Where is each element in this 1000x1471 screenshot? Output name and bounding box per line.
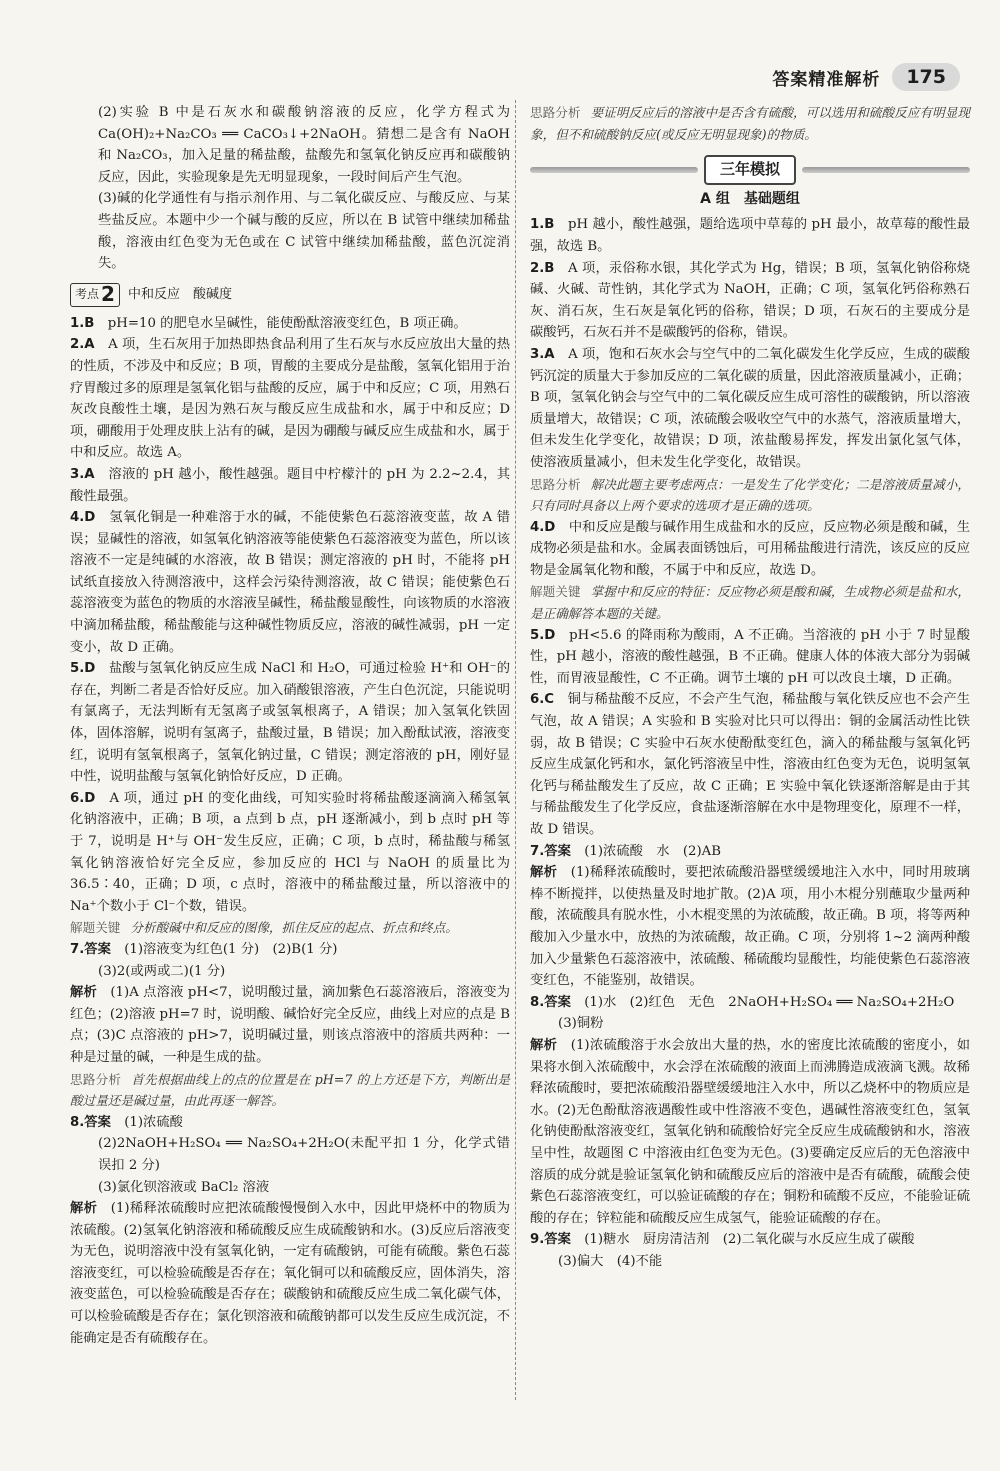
item-number: 1.B xyxy=(70,315,95,331)
tip-note xyxy=(70,1069,510,1112)
answer-item xyxy=(70,658,510,788)
item-text: A 项，生石灰用于加热即热食品利用了生石灰与水反应放出大量的热的性质，不涉及中和反应；B 项，胃酸的主要成分是盐酸，氢氧化铝用于治疗胃酸过多的原理是氢氧化铝与盐酸的反应，属于中和反应；C 项，用熟石灰改良酸性土壤，是因为熟石灰与酸反应生成盐和水，属于中和反应；D 项，硼酸用于处理皮肤上沾有的碱，是因为硼酸与碱反应生成盐和水，属于中和反应。故选 A。 xyxy=(70,337,510,461)
answer-item xyxy=(530,258,970,344)
item-text: A 项，饱和石灰水会与空气中的二氧化碳发生化学反应，生成的碳酸钙沉淀的质量大于参加反应的二氧化碳的质量，因此溶液质量减小，正确；B 项，氢氧化钠会与空气中的二氧化碳反应生成可溶性的碳酸钠，所以溶液质量增大，故错误；C 项，浓硫酸会吸收空气中的水蒸气，溶液质量增大，但未发生化学变化，故错误；D 项，浓盐酸易挥发，挥发出氯化氢气体，使溶液质量减小，但未发生化学变化，故错误。 xyxy=(530,346,970,470)
header-title: 答案精准解析 xyxy=(772,69,881,90)
kaodian-label: 考点 xyxy=(75,286,100,301)
banner-bar-right xyxy=(802,167,970,173)
item-text: A 项，通过 pH 的变化曲线，可知实验时将稀盐酸逐滴滴入稀氢氧化钠溶液中，正确；B 项，a 点到 b 点，pH 逐渐减小，到 b 点时 pH 等于 7，说明是 H⁺与 OH⁻发生反应，正确；C 项，b 点时，稀盐酸与稀氢氧化钠溶液恰好完全反应，参加反应的 HCl 与 NaOH 的质量比为 36.5∶40，正确；D 项，c 点时，溶液中的稀盐酸过量，所以溶液中的 Na⁺个数小于 Cl⁻个数，错误。 xyxy=(70,790,511,914)
paragraph: (3)氯化钡溶液或 BaCl₂ 溶液 xyxy=(98,1179,270,1195)
answer-item xyxy=(530,1035,970,1229)
item-text: (1)糖水 厨房清洁剂 (2)二氧化碳与水反应生成了碳酸 xyxy=(584,1232,915,1248)
item-text: (1)稀释浓硫酸时应把浓硫酸慢慢倒入水中，因此甲烧杯中的物质为浓硫酸。(2)氢氧化钠溶液和稀硫酸反应生成硫酸钠和水。(3)反应后溶液变为无色，说明溶液中没有氢氧化钠，一定有硫酸钠，可能有硫酸。紫色石蕊溶液变红，可以检验硫酸是否存在；氧化铜可以和硫酸反应，固体消失，溶液变蓝色，可以检验硫酸是否存在；碳酸钠和硫酸反应生成二氧化碳气体，可以检验硫酸是否存在；氯化钡溶液和硫酸钠都可以发生反应生成沉淀，不能确定是否有硫酸存在。 xyxy=(70,1201,510,1346)
tip-text: 要证明反应后的溶液中是否含有硫酸，可以选用和硫酸反应有明显现象，但不和硫酸钠反应(或反应无明显现象)的物质。 xyxy=(530,105,971,142)
item-number: 3.A xyxy=(530,346,555,362)
tip-text: 首先根据曲线上的点的位置是在 pH=7 的上方还是下方，判断出是酸过量还是碱过量，由此再逐一解答。 xyxy=(70,1071,511,1109)
tip-text: 掌握中和反应的特征：反应物必须是酸和碱，生成物必须是盐和水，是正确解答本题的关键。 xyxy=(530,584,971,622)
item-number: 2.A xyxy=(70,337,95,353)
answer-item xyxy=(70,1198,510,1349)
answer-item xyxy=(530,992,970,1014)
paragraph: (3)铜粉 xyxy=(558,1016,604,1032)
item-number: 4.D xyxy=(530,519,556,535)
page-header xyxy=(772,60,960,94)
answer-item xyxy=(530,689,970,840)
answer-item xyxy=(70,313,510,335)
tip-note xyxy=(530,102,970,145)
tip-label: 解题关键 xyxy=(70,920,121,936)
answer-item xyxy=(530,517,970,582)
item-number: 解析 xyxy=(70,1201,98,1217)
answer-item xyxy=(70,334,510,464)
paragraph: (2)实验 B 中是石灰水和碳酸钠溶液的反应，化学方程式为 Ca(OH)₂+Na₂CO₃ ══ CaCO₃↓+2NaOH。猜想二是含有 NaOH 和 Na₂CO₃，加入足量的稀盐酸，盐酸先和氢氧化钠反应再和碳酸钠反应，因此，实验现象是先无明显现象，一段时间后产生气泡。 xyxy=(98,105,510,185)
item-number: 9.答案 xyxy=(530,1232,571,1248)
kaodian-badge xyxy=(70,283,120,307)
paragraph: (2)2NaOH+H₂SO₄ ══ Na₂SO₄+2H₂O(未配平扣 1 分，化学式错误扣 2 分) xyxy=(98,1136,510,1173)
answer-item xyxy=(530,841,970,863)
tip-note xyxy=(530,581,970,624)
answer-item xyxy=(530,862,970,992)
column-divider xyxy=(515,100,516,1400)
item-number: 2.B xyxy=(530,260,555,276)
item-number: 3.A xyxy=(70,466,95,482)
item-number: 8.答案 xyxy=(70,1114,111,1130)
item-number: 5.D xyxy=(530,627,556,643)
left-column xyxy=(70,102,510,1349)
answer-item xyxy=(70,1112,510,1134)
item-text: (1)A 点溶液 pH<7，说明酸过量，滴加紫色石蕊溶液后，溶液变为红色；(2)溶液 pH=7 时，说明酸、碱恰好完全反应，曲线上对应的点是 B 点；(3)C 点溶液的 pH>7，说明碱过量，则该点溶液中的溶质共两种：一种是过量的碱，一种是生成的盐。 xyxy=(70,985,511,1065)
item-number: 解析 xyxy=(530,865,558,881)
item-number: 6.C xyxy=(530,692,555,708)
answer-item xyxy=(530,344,970,474)
answer-item xyxy=(530,625,970,690)
item-text: pH=10 的肥皂水呈碱性，能使酚酞溶液变红色，B 项正确。 xyxy=(107,315,467,331)
item-number: 8.答案 xyxy=(530,994,571,1010)
paragraph: (3)偏大 (4)不能 xyxy=(558,1253,663,1269)
item-text: pH 越小，酸性越强，题给选项中草莓的 pH 最小，故草莓的酸性最强，故选 B。 xyxy=(530,217,970,254)
answer-item xyxy=(530,214,970,257)
tip-note xyxy=(530,474,970,517)
paragraph: (3)2(或两或二)(1 分) xyxy=(98,963,226,979)
item-number: 4.D xyxy=(70,510,96,526)
item-text: (1)溶液变为红色(1 分) (2)B(1 分) xyxy=(124,941,338,957)
item-text: (1)稀释浓硫酸时，要把浓硫酸沿器壁缓缓地注入水中，同时用玻璃棒不断搅拌，以使热量及时地扩散。(2)A 项，用小木棍分别蘸取少量两种酸，浓硫酸具有脱水性，小木棍变黑的为浓硫酸，故正确。B 项，将等两种酸加入少量水中，放热的为浓硫酸，故正确。C 项，分别将 1~2 滴两种酸加入少量紫色石蕊溶液中，浓硫酸、稀硫酸均显酸性，均能使紫色石蕊溶液变红色，不能鉴别，故错误。 xyxy=(530,865,970,989)
tip-note xyxy=(70,917,510,939)
section-heading xyxy=(70,283,510,307)
tip-label: 思路分析 xyxy=(70,1071,122,1087)
tip-text: 解决此题主要考虑两点：一是发生了化学变化；二是溶液质量减小，只有同时具备以上两个要求的选项才是正确的选项。 xyxy=(530,476,971,514)
item-text: pH<5.6 的降雨称为酸雨，A 不正确。当溶液的 pH 小于 7 时显酸性，pH 越小，溶液的酸性越强，B 不正确。健康人体的体液大部分为弱碱性，而胃液显酸性，C 不正确。调节土壤的 pH 可以改良土壤，D 正确。 xyxy=(530,627,970,686)
item-number: 7.答案 xyxy=(530,843,571,859)
item-number: 6.D xyxy=(70,790,96,806)
item-text: 铜与稀盐酸不反应，不会产生气泡，稀盐酸与氧化铁反应也不会产生气泡，故 A 错误；A 实验和 B 实验对比只可以得出：铜的金属活动性比铁弱，故 B 错误；C 实验中石灰水使酚酞变红色，滴入的稀盐酸与氢氧化钙反应生成氯化钙和水，氯化钙溶液呈中性，溶液由红色变为无色，说明氢氧化钙与稀盐酸发生了反应，故 C 正确；E 实验中氧化铁逐渐溶解是由于其与稀盐酸发生了化学反应，食盐逐渐溶解在水中是物理变化，原理不一样，故 D 错误。 xyxy=(530,692,971,837)
answer-item xyxy=(70,939,510,961)
item-text: A 项，汞俗称水银，其化学式为 Hg，错误；B 项，氢氧化钠俗称烧碱、火碱、苛性钠，其化学式为 NaOH，正确；C 项，氢氧化钙俗称熟石灰、消石灰，生石灰是氧化钙的俗称，错误；D 项，石灰石的主要成分是碳酸钙，石灰石并不是碳酸钙的俗称，错误。 xyxy=(530,260,970,341)
banner-bar-left xyxy=(530,167,698,173)
right-column xyxy=(530,102,970,1272)
answer-item xyxy=(70,507,510,658)
item-number: 5.D xyxy=(70,661,96,677)
tip-label: 思路分析 xyxy=(530,105,581,120)
item-text: (1)水 (2)红色 无色 2NaOH+H₂SO₄ ══ Na₂SO₄+2H₂O xyxy=(584,994,955,1010)
page-number: 175 xyxy=(892,63,960,91)
item-text: (1)浓硫酸溶于水会放出大量的热，水的密度比浓硫酸的密度小，如果将水倒入浓硫酸中，水会浮在浓硫酸的液面上而沸腾造成液滴飞溅。故稀释浓硫酸时，要把浓硫酸沿器壁缓缓地注入水中，所以乙烧杯中的物质应是水。(2)无色酚酞溶液遇酸性或中性溶液不变色，遇碱性溶液变红色，氢氧化钠使酚酞溶液变红，氢氧化钠和硫酸恰好完全反应生成硫酸钠和水，溶液呈中性，故题图 C 中溶液由红色变为无色。(3)要确定反应后的无色溶液中溶质的成分就是验证氢氧化钠和硫酸反应后的溶液中是否有硫酸，硫酸会使紫色石蕊溶液变红，可以验证硫酸的存在；铜粉和硫酸不反应，不能验证硫酸的存在；锌粒能和硫酸反应生成氢气，能验证硫酸的存在。 xyxy=(530,1037,970,1226)
tip-label: 思路分析 xyxy=(530,476,581,492)
banner-label: 三年模拟 xyxy=(704,155,796,185)
item-text: 氢氧化铜是一种难溶于水的碱，不能使紫色石蕊溶液变蓝，故 A 错误；显碱性的溶液，如氢氧化钠溶液等能使紫色石蕊溶液变为蓝色，所以该溶液不一定是纯碱的水溶液，故 B 错误；测定溶液的 pH 时，不能将 pH 试纸直接放入待测溶液中，这样会污染待测溶液，故 C 错误；能使紫色石蕊溶液变为蓝色的物质的水溶液呈碱性，稀盐酸显酸性，向该物质的水溶液中滴加稀盐酸，稀盐酸能与这种碱性物质反应，溶液的碱性减弱，pH 一定变小，故 D 正确。 xyxy=(70,510,511,655)
group-title: A 组 基础题组 xyxy=(700,190,800,207)
section-banner xyxy=(530,155,970,185)
answer-item xyxy=(70,788,510,918)
section-title: 中和反应 酸碱度 xyxy=(127,286,232,302)
answer-item xyxy=(70,464,510,507)
answer-item xyxy=(70,982,510,1068)
item-text: 溶液的 pH 越小，酸性越强。题目中柠檬汁的 pH 为 2.2~2.4，其酸性最强。 xyxy=(70,466,510,504)
item-text: (1)浓硫酸 水 (2)AB xyxy=(584,843,722,859)
item-text: 盐酸与氢氧化钠反应生成 NaCl 和 H₂O，可通过检验 H⁺和 OH⁻的存在，判断二者是否恰好反应。加入硝酸银溶液，产生白色沉淀，只能说明有氯离子，无法判断有无氢离子或氢氧根离子，A 错误；加入氢氧化铁固体，固体溶解，说明有氢离子，盐酸过量，B 错误；加入酚酞试液，溶液变红，说明有氢氧根离子，氢氧化钠过量，C 错误；测定溶液的 pH，刚好显中性，说明盐酸与氢氧化钠恰好反应，D 正确。 xyxy=(70,661,510,785)
item-text: 中和反应是酸与碱作用生成盐和水的反应，反应物必须是酸和碱，生成物必须是盐和水。金属表面锈蚀后，可用稀盐酸进行清洗，该反应的反应物是金属氧化物和酸，不属于中和反应，故选 D。 xyxy=(530,519,971,578)
paragraph: (3)碱的化学通性有与指示剂作用、与二氧化碳反应、与酸反应、与某些盐反应。本题中少一个碱与酸的反应，所以在 B 试管中继续加稀盐酸，溶液由红色变为无色或在 C 试管中继续加稀盐酸，蓝色沉淀消失。 xyxy=(98,191,510,272)
item-number: 1.B xyxy=(530,217,555,233)
answer-item xyxy=(530,1229,970,1251)
item-number: 解析 xyxy=(530,1037,558,1053)
kaodian-number: 2 xyxy=(101,281,115,306)
item-number: 解析 xyxy=(70,985,97,1001)
tip-text: 分析酸碱中和反应的图像，抓住反应的起点、折点和终点。 xyxy=(130,920,458,936)
item-text: (1)浓硫酸 xyxy=(124,1114,183,1130)
item-number: 7.答案 xyxy=(70,941,111,957)
tip-label: 解题关键 xyxy=(530,584,581,600)
